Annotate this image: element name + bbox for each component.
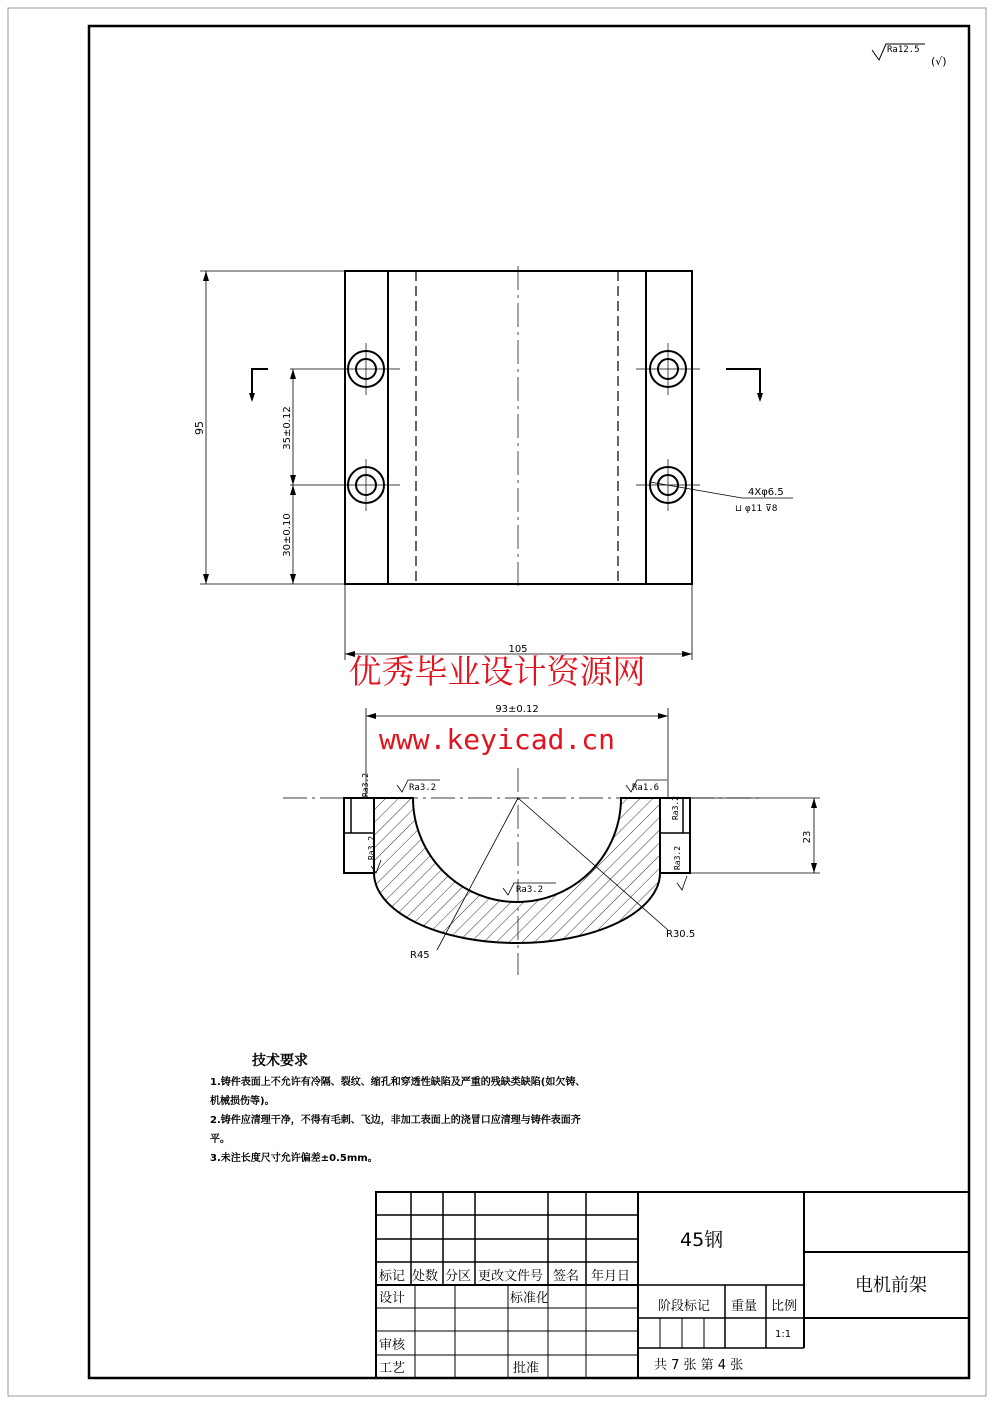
tb-header-mark: 标记 <box>379 1269 406 1284</box>
dim-hole-pitch: 35±0.12 <box>282 406 293 450</box>
ra-bottom: Ra3.2 <box>516 885 544 895</box>
tech-item-1: 1.铸件表面上不允许有冷隔、裂纹、缩孔和穿透性缺陷及严重的残缺类缺陷(如欠铸、机械损伤等)。 <box>210 1077 586 1107</box>
roughness-general-value: Ra12.5 <box>887 45 920 55</box>
dim-height-95: 95 <box>193 421 206 435</box>
technical-requirements <box>210 1052 590 1168</box>
half-ring-section <box>374 798 660 943</box>
tb-standard: 标准化 <box>510 1291 550 1306</box>
tech-title: 技术要求 <box>252 1053 308 1069</box>
outer-trim-border <box>8 8 986 1396</box>
tb-approve: 批准 <box>513 1361 540 1376</box>
ra-right-face: Ra3.2 <box>671 795 680 821</box>
tb-header-count: 处数 <box>412 1269 439 1284</box>
watermark-title: 优秀毕业设计资源网 <box>348 652 646 691</box>
tb-process: 工艺 <box>379 1361 406 1376</box>
tb-scale-label: 比例 <box>771 1299 798 1314</box>
tb-header-change-doc: 更改文件号 <box>478 1269 544 1284</box>
tech-item-3: 3.未注长度尺寸允许偏差±0.5mm。 <box>210 1153 378 1164</box>
hole-note-counterbore: ⊔ φ11 ⊽8 <box>735 504 778 514</box>
dim-hole-bottom: 30±0.10 <box>282 513 293 557</box>
roughness-symbol-general <box>872 44 947 68</box>
drawing-frame <box>89 26 969 1378</box>
ra-left-face: Ra3.2 <box>361 772 370 798</box>
tb-part-name: 电机前架 <box>855 1275 927 1296</box>
ra-left-top: Ra3.2 <box>409 783 437 793</box>
tb-review: 审核 <box>379 1338 406 1353</box>
tb-header-date: 年月日 <box>591 1269 631 1284</box>
radius-inner: R30.5 <box>666 929 696 940</box>
watermark-url: www.keyicad.cn <box>378 723 616 756</box>
dim-width-105: 105 <box>508 644 528 655</box>
tb-scale-value: 1:1 <box>775 1329 792 1340</box>
tb-header-zone: 分区 <box>445 1269 472 1284</box>
tech-item-2: 2.铸件应清理干净，不得有毛刺、飞边，非加工表面上的浇冒口应清理与铸件表面齐平。 <box>210 1115 581 1145</box>
radius-outer: R45 <box>410 950 430 961</box>
top-view <box>193 266 793 660</box>
section-cut-marks <box>252 369 760 399</box>
ra-right-top: Ra1.6 <box>632 783 660 793</box>
hole-note-count: 4Xφ6.5 <box>748 487 784 498</box>
tb-sheets: 共 7 张 第 4 张 <box>654 1358 744 1373</box>
ra-left-side: Ra3.2 <box>367 835 376 861</box>
ra-right-side: Ra3.2 <box>673 845 682 871</box>
tb-material: 45钢 <box>680 1229 724 1251</box>
tb-header-signature: 签名 <box>553 1269 580 1284</box>
roughness-note: (√) <box>931 55 947 68</box>
dim-section-height: 23 <box>802 830 813 844</box>
tb-weight: 重量 <box>731 1299 758 1314</box>
dim-section-width: 93±0.12 <box>495 704 539 715</box>
tb-stage: 阶段标记 <box>658 1299 711 1314</box>
tb-design: 设计 <box>379 1291 406 1306</box>
